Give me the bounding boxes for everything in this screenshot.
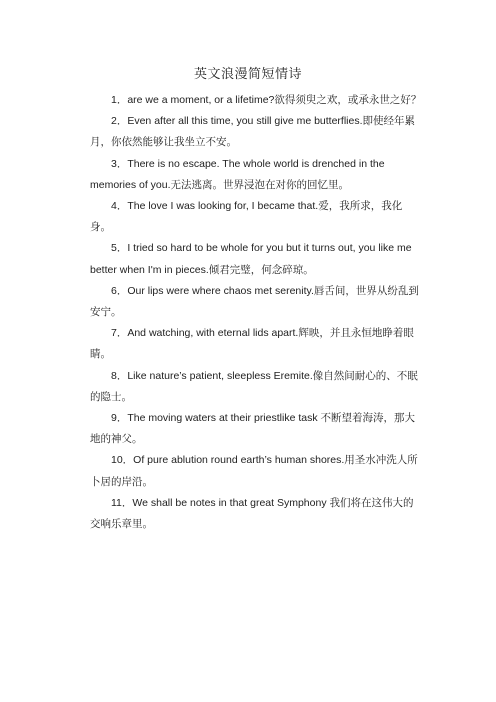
chinese-text: 我们将在这伟大的交响乐章里。 bbox=[90, 496, 414, 531]
english-text: 4．The love I was looking for, I became that. bbox=[111, 200, 319, 213]
poem-line-7 bbox=[90, 323, 422, 365]
poem-line-5 bbox=[90, 238, 422, 280]
english-text: 10．Of pure ablution round earth’s human shores. bbox=[111, 454, 345, 467]
chinese-text: 倾君完璧，何念碎琼。 bbox=[208, 263, 314, 276]
poem-line-11 bbox=[90, 493, 422, 535]
poem-line-6 bbox=[90, 281, 422, 323]
document-title: 英文浪漫简短情诗 bbox=[193, 67, 302, 82]
chinese-text: 不断望着海涛，那大地的神父。 bbox=[90, 412, 415, 446]
poem-line-10 bbox=[90, 450, 422, 492]
english-text: 3．There is no escape. The whole world is drenched in the memories of you. bbox=[90, 157, 385, 191]
english-text: 1．are we a moment, or a lifetime? bbox=[111, 94, 275, 106]
poem-line-8 bbox=[90, 366, 422, 408]
chinese-text: 像自然间耐心的、不眠的隐士。 bbox=[90, 369, 418, 403]
poem-line-1 bbox=[90, 90, 422, 111]
poem-line-2 bbox=[90, 111, 422, 153]
chinese-text: 用圣水冲洗人所卜居的岸沿。 bbox=[90, 454, 418, 488]
chinese-text: 即使经年累月，你依然能够让我坐立不安。 bbox=[90, 115, 416, 149]
chinese-text: 无法逃离。世界浸泡在对你的回忆里。 bbox=[170, 178, 350, 191]
english-text: 8．Like nature’s patient, sleepless Eremite. bbox=[111, 369, 313, 382]
chinese-text: 爱，我所求，我化身。 bbox=[90, 200, 403, 234]
poem-list bbox=[90, 90, 422, 535]
english-text: 6．Our lips were where chaos met serenity. bbox=[111, 284, 314, 297]
chinese-text: 唇舌间，世界从纷乱到安宁。 bbox=[90, 284, 419, 319]
english-text: 9．The moving waters at their priestlike task bbox=[111, 412, 321, 425]
english-text: 5．I tried so hard to be whole for you but it turns out, you like me better when I'm in pieces. bbox=[90, 242, 412, 276]
english-text: 7．And watching, with eternal lids apart. bbox=[111, 327, 299, 340]
poem-line-4 bbox=[90, 196, 422, 238]
poem-line-9 bbox=[90, 408, 422, 450]
english-text: 11．We shall be notes in that great Symphony bbox=[111, 496, 330, 509]
poem-line-3 bbox=[90, 154, 422, 196]
chinese-text: 欲得须臾之欢，或承永世之好？ bbox=[274, 94, 422, 106]
chinese-text: 辉映，并且永恒地睁着眼睛。 bbox=[90, 327, 414, 361]
english-text: 2．Even after all this time, you still give me butterflies. bbox=[111, 115, 363, 128]
